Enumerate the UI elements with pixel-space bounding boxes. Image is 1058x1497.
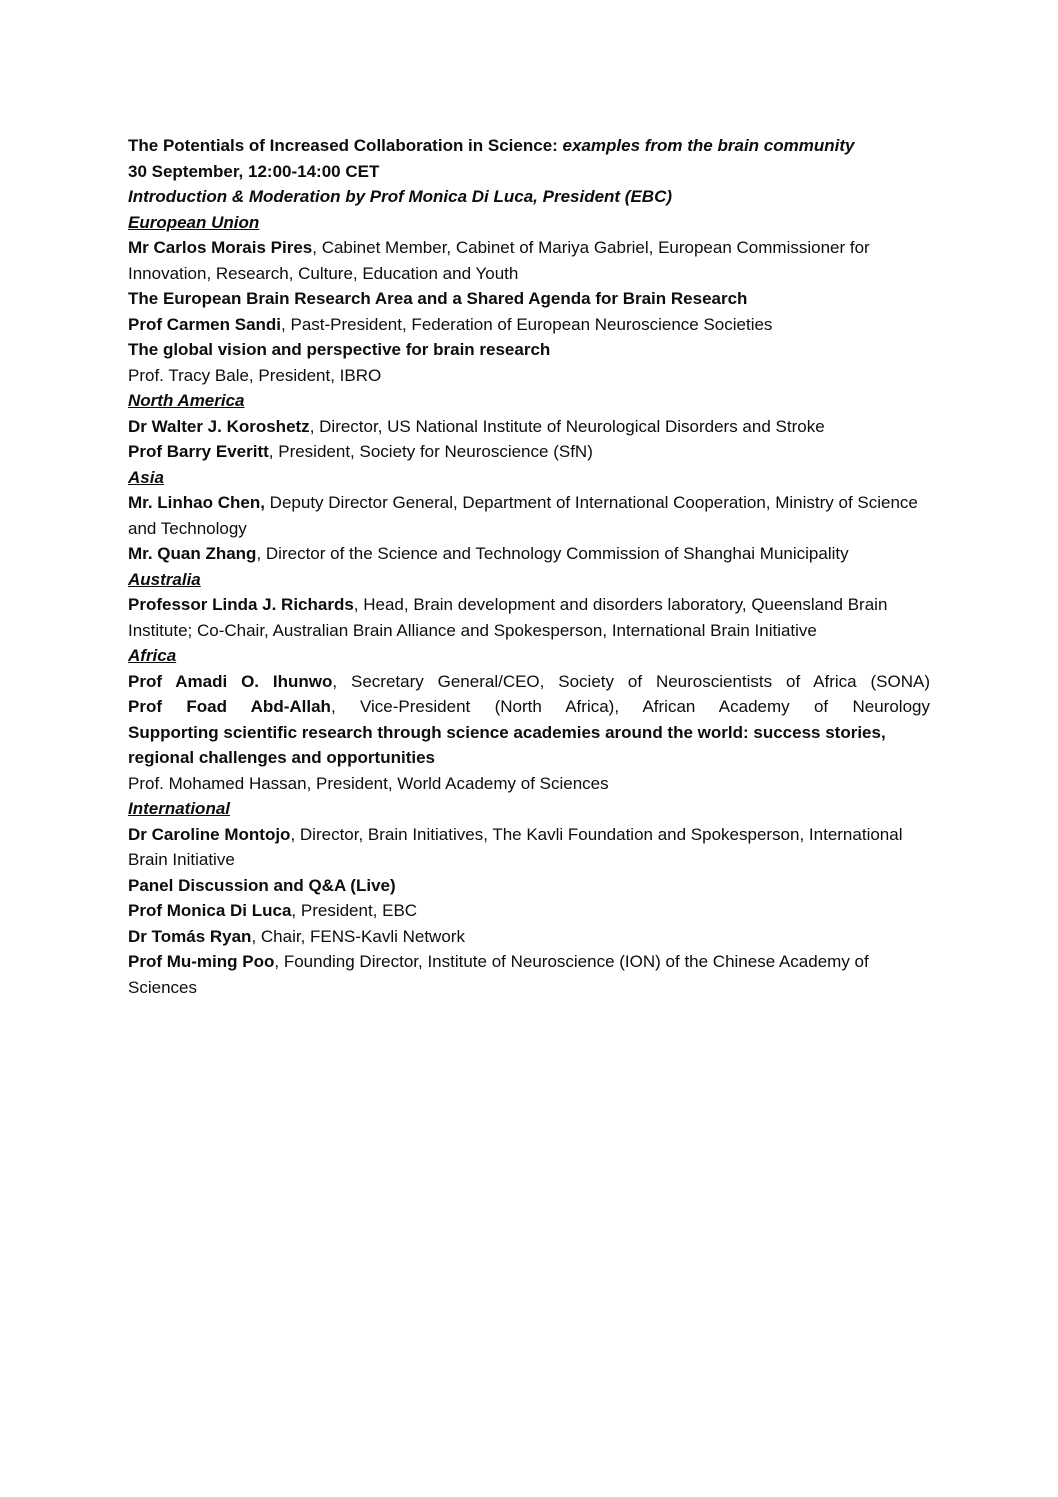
section-heading-asia-segment-0: Asia bbox=[128, 467, 164, 487]
speaker-linda-richards-segment-1: , Head, Brain development and disorders laboratory, Queensland Brain Institute; Co-Chair, Australian Brain Alliance and Spokesperson, International Brain Initiative bbox=[128, 595, 888, 640]
speaker-tracy-bale bbox=[128, 363, 930, 389]
speaker-caroline-montojo bbox=[128, 822, 930, 873]
section-heading-asia bbox=[128, 465, 930, 491]
speaker-linda-richards-segment-0: Professor Linda J. Richards bbox=[128, 595, 354, 614]
speaker-mu-ming-poo bbox=[128, 949, 930, 1000]
speaker-foad-abd-allah bbox=[128, 694, 930, 720]
panel-discussion-heading bbox=[128, 873, 930, 899]
event-datetime-segment-0: 30 September, 12:00-14:00 CET bbox=[128, 161, 380, 181]
talk-title-european-brain-research-area bbox=[128, 286, 930, 312]
section-heading-north-america bbox=[128, 388, 930, 414]
section-heading-international bbox=[128, 796, 930, 822]
speaker-walter-koroshetz-segment-1: , Director, US National Institute of Neurological Disorders and Stroke bbox=[309, 416, 825, 436]
section-heading-north-america-segment-0: North America bbox=[128, 391, 245, 410]
speaker-foad-abd-allah-segment-0: Prof Foad Abd-Allah bbox=[128, 697, 331, 716]
event-title-segment-0: The Potentials of Increased Collaboration in Science: bbox=[128, 136, 563, 155]
speaker-monica-di-luca bbox=[128, 898, 930, 924]
panel-discussion-heading-segment-0: Panel Discussion and Q&A (Live) bbox=[128, 875, 396, 895]
speaker-linhao-chen-segment-0: Mr. Linhao Chen, bbox=[128, 493, 265, 512]
speaker-foad-abd-allah-segment-1: , Vice-President (North Africa), African Academy of Neurology bbox=[330, 697, 930, 716]
document-body bbox=[128, 133, 930, 1000]
talk-title-global-vision bbox=[128, 337, 930, 363]
section-heading-european-union bbox=[128, 210, 930, 236]
talk-title-supporting-scientific-research bbox=[128, 720, 930, 771]
speaker-linhao-chen-segment-1: Deputy Director General, Department of International Cooperation, Ministry of Science and Technology bbox=[128, 493, 918, 538]
section-heading-africa-segment-0: Africa bbox=[128, 646, 177, 665]
section-heading-international-segment-0: International bbox=[128, 799, 231, 818]
speaker-mu-ming-poo-segment-0: Prof Mu-ming Poo bbox=[128, 952, 275, 971]
speaker-amadi-ihunwo bbox=[128, 669, 930, 695]
speaker-mohamed-hassan bbox=[128, 771, 930, 797]
speaker-barry-everitt-segment-1: , President, Society for Neuroscience (SfN) bbox=[268, 442, 593, 461]
speaker-carlos-morais-pires-segment-1: , Cabinet Member, Cabinet of Mariya Gabriel, European Commissioner for Innovation, Research, Culture, Education and Youth bbox=[128, 238, 870, 283]
talk-title-european-brain-research-area-segment-0: The European Brain Research Area and a Shared Agenda for Brain Research bbox=[128, 289, 748, 308]
speaker-carmen-sandi bbox=[128, 312, 930, 338]
speaker-mohamed-hassan-segment-0: Prof. Mohamed Hassan, President, World Academy of Sciences bbox=[128, 773, 609, 793]
section-heading-european-union-segment-0: European Union bbox=[128, 212, 260, 232]
section-heading-australia-segment-0: Australia bbox=[128, 569, 201, 589]
speaker-quan-zhang-segment-1: , Director of the Science and Technology Commission of Shanghai Municipality bbox=[256, 544, 849, 563]
speaker-carlos-morais-pires bbox=[128, 235, 930, 286]
speaker-walter-koroshetz-segment-0: Dr Walter J. Koroshetz bbox=[128, 416, 310, 436]
section-heading-australia bbox=[128, 567, 930, 593]
speaker-linda-richards bbox=[128, 592, 930, 643]
speaker-caroline-montojo-segment-1: , Director, Brain Initiatives, The Kavli Foundation and Spokesperson, International Brain Initiative bbox=[128, 824, 903, 869]
speaker-carmen-sandi-segment-0: Prof Carmen Sandi bbox=[128, 314, 282, 334]
speaker-barry-everitt-segment-0: Prof Barry Everitt bbox=[128, 442, 269, 461]
speaker-tomas-ryan-segment-0: Dr Tomás Ryan bbox=[128, 926, 252, 946]
event-datetime bbox=[128, 159, 930, 185]
speaker-barry-everitt bbox=[128, 439, 930, 465]
speaker-tracy-bale-segment-0: Prof. Tracy Bale, President, IBRO bbox=[128, 365, 382, 385]
speaker-carmen-sandi-segment-1: , Past-President, Federation of European Neuroscience Societies bbox=[281, 314, 773, 334]
introduction-line bbox=[128, 184, 930, 210]
speaker-mu-ming-poo-segment-1: , Founding Director, Institute of Neuroscience (ION) of the Chinese Academy of Sciences bbox=[128, 952, 869, 997]
talk-title-global-vision-segment-0: The global vision and perspective for brain research bbox=[128, 340, 551, 359]
event-title-segment-1: examples from the brain community bbox=[562, 136, 855, 155]
speaker-caroline-montojo-segment-0: Dr Caroline Montojo bbox=[128, 824, 291, 844]
speaker-monica-di-luca-segment-1: , President, EBC bbox=[291, 901, 418, 920]
speaker-amadi-ihunwo-segment-0: Prof Amadi O. Ihunwo bbox=[128, 671, 333, 691]
event-title bbox=[128, 133, 930, 159]
speaker-tomas-ryan-segment-1: , Chair, FENS-Kavli Network bbox=[251, 926, 465, 946]
speaker-monica-di-luca-segment-0: Prof Monica Di Luca bbox=[128, 901, 292, 920]
speaker-carlos-morais-pires-segment-0: Mr Carlos Morais Pires bbox=[128, 238, 313, 257]
speaker-quan-zhang bbox=[128, 541, 930, 567]
speaker-linhao-chen bbox=[128, 490, 930, 541]
speaker-amadi-ihunwo-segment-1: , Secretary General/CEO, Society of Neuroscientists of Africa (SONA) bbox=[332, 671, 930, 691]
section-heading-africa bbox=[128, 643, 930, 669]
speaker-quan-zhang-segment-0: Mr. Quan Zhang bbox=[128, 544, 257, 563]
speaker-tomas-ryan bbox=[128, 924, 930, 950]
talk-title-supporting-scientific-research-segment-0: Supporting scientific research through science academies around the world: success stories, regional challenges and opportunities bbox=[128, 722, 886, 767]
speaker-walter-koroshetz bbox=[128, 414, 930, 440]
introduction-line-segment-0: Introduction & Moderation by Prof Monica Di Luca, President (EBC) bbox=[128, 187, 673, 206]
